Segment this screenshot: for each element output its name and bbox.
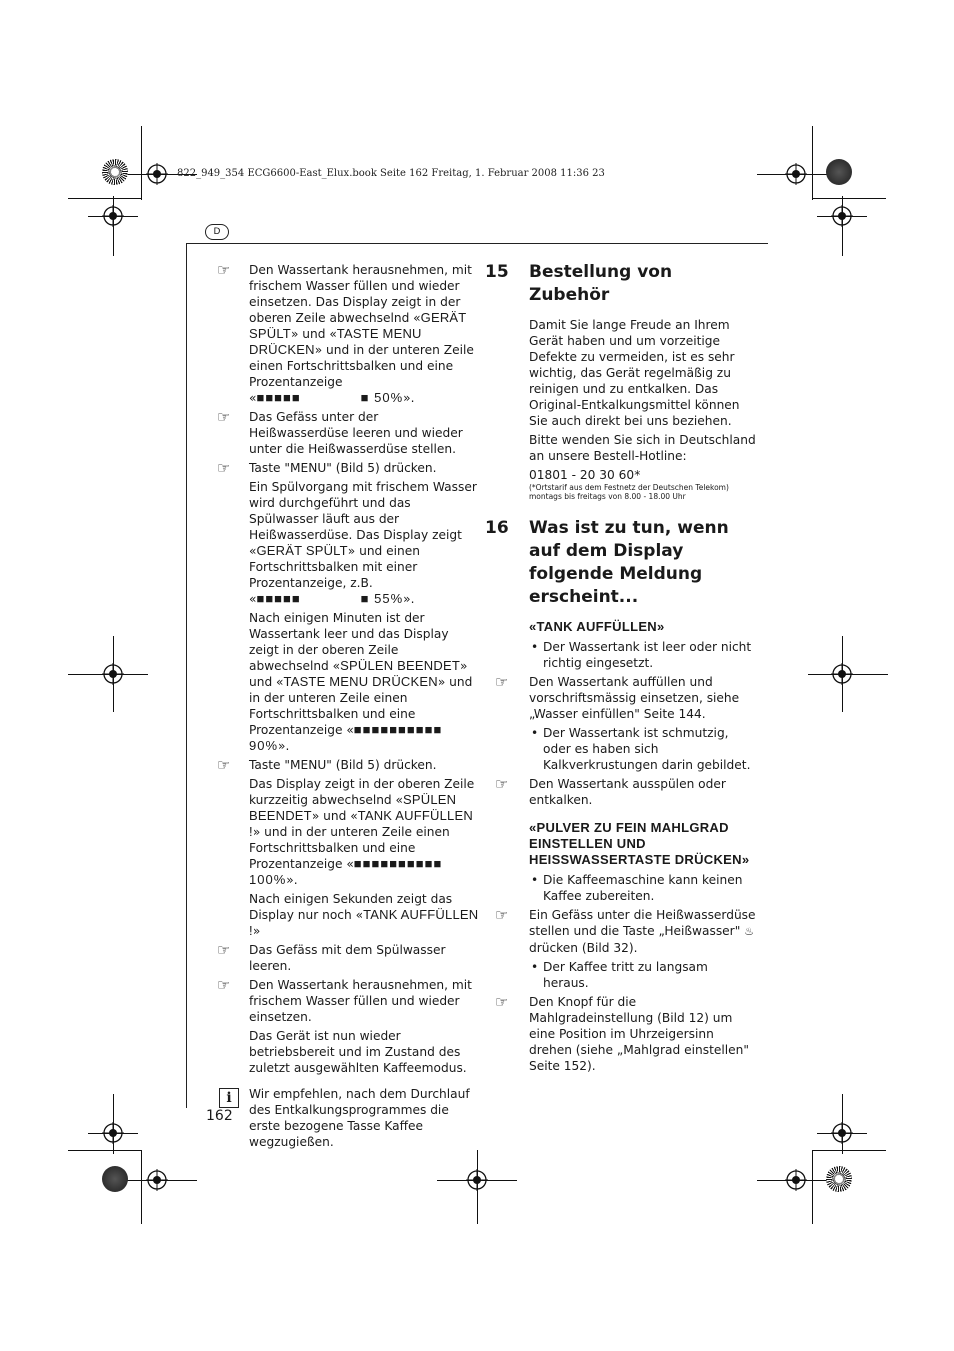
instruction-step	[217, 757, 479, 939]
step-detail: Nach einigen Minuten ist der Wassertank leer und das Display zeigt in der oberen Zeile abwechselnd «SPÜLEN BEENDET» und «TASTE MENU DRÜCKEN» und in der unteren Zeile einen Fortschrittsbalken und eine Prozentanzeige «■■■■■■■■■■ 90%».	[249, 611, 473, 753]
step-detail: Nach einigen Sekunden zeigt das Display nur noch «TANK AUFFÜLLEN !»	[249, 892, 479, 938]
step-detail: Ein Spülvorgang mit frischem Wasser wird durchgeführt und das Spülwasser läuft aus der Heißwasserdüse. Das Display zeigt «GERÄT SPÜLT» und einen Fortschrittsbalken mit einer Prozentanzeige, z.B. «■■■■■ ■ 55%».	[249, 480, 477, 606]
hand-pointer-icon: ☞	[217, 459, 231, 477]
hand-pointer-icon: ☞	[495, 906, 509, 924]
step-text: Das Gefäss mit dem Spülwasser leeren.	[249, 943, 446, 973]
section-body	[485, 619, 757, 671]
registration-mark-icon	[466, 1169, 488, 1191]
step-detail: Das Display zeigt in der oberen Zeile kurzzeitig abwechselnd «SPÜLEN BEENDET» und «TANK AUFFÜLLEN !» und in der unteren Zeile einen Fortschrittsbalken und eine Prozentanzeige «■■■■■■■■■■ 100%».	[249, 777, 475, 887]
cause-bullet: • Der Wassertank ist leer oder nicht richtig eingesetzt.	[529, 639, 757, 671]
instruction-step	[217, 460, 479, 754]
display-message-heading: «TANK AUFFÜLLEN»	[529, 619, 665, 634]
info-text: Wir empfehlen, nach dem Durchlauf des Entkalkungsprogrammes die erste bezogene Tasse Kaffee wegzugießen.	[249, 1087, 470, 1149]
step-text: Das Gefäss unter der Heißwasserdüse leeren und wieder unter die Heißwasserdüse stellen.	[249, 410, 463, 456]
left-rule	[186, 243, 187, 1108]
display-progress-bar: ■■■■■ ■ 55%	[256, 591, 404, 606]
step-text: Den Wassertank ausspülen oder entkalken.	[529, 777, 726, 807]
crop-mark	[812, 198, 886, 199]
footnote: (*Ortstarif aus dem Festnetz der Deutschen Telekom)	[529, 483, 729, 492]
info-note	[217, 1086, 479, 1150]
section-body	[485, 725, 757, 773]
cause-bullet: • Der Wassertank ist schmutzig, oder es haben sich Kalkverkrustungen darin gebildet.	[529, 725, 757, 773]
registration-mark-icon	[102, 663, 124, 685]
registration-mark-icon	[146, 163, 168, 185]
remedy-step	[485, 907, 757, 956]
remedy-step	[485, 994, 757, 1074]
registration-mark-icon	[785, 1169, 807, 1191]
hotline-number: 01801 - 20 30 60*	[529, 468, 641, 482]
crop-mark	[141, 1150, 142, 1224]
paragraph: Damit Sie lange Freude an Ihrem Gerät haben und um vorzeitige Defekte zu vermeiden, ist es sehr wichtig, das Gerät regelmäßig zu reinigen und zu entkalken. Das Original-Entkalkungsmittel können Sie auch direkt bei uns beziehen.	[529, 318, 740, 428]
instruction-step	[217, 262, 479, 406]
section-body	[485, 959, 757, 991]
registration-mark-icon	[785, 163, 807, 185]
hand-pointer-icon: ☞	[495, 673, 509, 691]
display-progress-bar: ■■■■■■■■■■ 90%	[249, 722, 443, 753]
registration-mark-icon	[831, 205, 853, 227]
registration-mark-icon	[102, 1122, 124, 1144]
registration-mark-icon	[831, 1122, 853, 1144]
hand-pointer-icon: ☞	[495, 775, 509, 793]
step-text: Den Knopf für die Mahlgradeinstellung (Bild 12) um eine Position im Uhrzeigersinn drehen (siehe „Mahlgrad einstellen" Seite 152).	[529, 995, 749, 1073]
top-rule	[186, 243, 768, 244]
crop-mark	[812, 1150, 886, 1151]
paragraph: Bitte wenden Sie sich in Deutschland an unsere Bestell-Hotline:	[529, 433, 756, 463]
step-text: Den Wassertank herausnehmen, mit frischem Wasser füllen und wieder einsetzen. Das Display zeigt in der oberen Zeile abwechselnd «GERÄT SPÜLT» und «TASTE MENU DRÜCKEN» und in der unteren Zeile einen Fortschrittsbalken und eine Prozentanzeige «■■■■■ ■ 50%».	[249, 263, 474, 405]
info-icon: i	[219, 1088, 239, 1108]
remedy-step	[485, 776, 757, 808]
display-progress-bar: ■■■■■■■■■■ 100%	[249, 856, 443, 887]
cause-bullet: • Die Kaffeemaschine kann keinen Kaffee zubereiten.	[529, 872, 757, 904]
gray-target-icon	[102, 1166, 128, 1192]
step-text: Den Wassertank herausnehmen, mit frischem Wasser füllen und wieder einsetzen.	[249, 978, 472, 1024]
step-text: Den Wassertank auffüllen und vorschriftsmässig einsetzen, siehe „Wasser einfüllen" Seite 144.	[529, 675, 740, 721]
hand-pointer-icon: ☞	[495, 993, 509, 1011]
footnote: montags bis freitags von 8.00 - 18.00 Uhr	[529, 492, 686, 501]
step-detail: Das Gerät ist nun wieder betriebsbereit und im Zustand des zuletzt ausgewählten Kaffeemodus.	[249, 1029, 467, 1075]
left-column	[217, 262, 479, 1150]
remedy-step	[485, 674, 757, 722]
right-column	[485, 261, 757, 1077]
instruction-step	[217, 977, 479, 1076]
display-message-heading: «PULVER ZU FEIN MAHLGRAD EINSTELLEN UND HEISSWASSERTASTE DRÜCKEN»	[529, 820, 750, 867]
crop-mark	[141, 126, 142, 200]
instruction-step	[217, 942, 479, 974]
registration-mark-icon	[146, 1169, 168, 1191]
gray-target-icon	[826, 159, 852, 185]
hand-pointer-icon: ☞	[217, 976, 231, 994]
file-info-line: 822_949_354 ECG6600-East_Elux.book Seite 162 Freitag, 1. Februar 2008 11:36 23	[177, 168, 605, 179]
hand-pointer-icon: ☞	[217, 261, 231, 279]
page-number: 162	[206, 1108, 233, 1124]
display-progress-bar: ■■■■■ ■ 50%	[256, 390, 404, 405]
section-heading: 15 Bestellung von Zubehör	[485, 262, 673, 305]
section-heading: 16 Was ist zu tun, wenn auf dem Display folgende Meldung erscheint...	[485, 518, 729, 607]
hand-pointer-icon: ☞	[217, 756, 231, 774]
hot-water-icon: ♨	[744, 925, 755, 938]
crop-mark	[68, 198, 142, 199]
step-text: Taste "MENU" (Bild 5) drücken.	[249, 461, 437, 475]
cause-bullet: • Der Kaffee tritt zu langsam heraus.	[529, 959, 757, 991]
registration-mark-icon	[102, 205, 124, 227]
section-body	[485, 317, 757, 501]
language-tag: D	[205, 224, 229, 240]
hand-pointer-icon: ☞	[217, 941, 231, 959]
crop-mark	[812, 126, 813, 200]
star-target-icon	[102, 159, 128, 185]
step-text: Ein Gefäss unter die Heißwasserdüse stellen und die Taste „Heißwasser" ♨ drücken (Bild 32).	[529, 908, 756, 955]
crop-mark	[812, 1150, 813, 1224]
star-target-icon	[826, 1166, 852, 1192]
crop-mark	[68, 1150, 142, 1151]
registration-mark-icon	[831, 663, 853, 685]
step-text: Taste "MENU" (Bild 5) drücken.	[249, 758, 437, 772]
hand-pointer-icon: ☞	[217, 408, 231, 426]
instruction-step	[217, 409, 479, 457]
section-body	[485, 820, 757, 904]
